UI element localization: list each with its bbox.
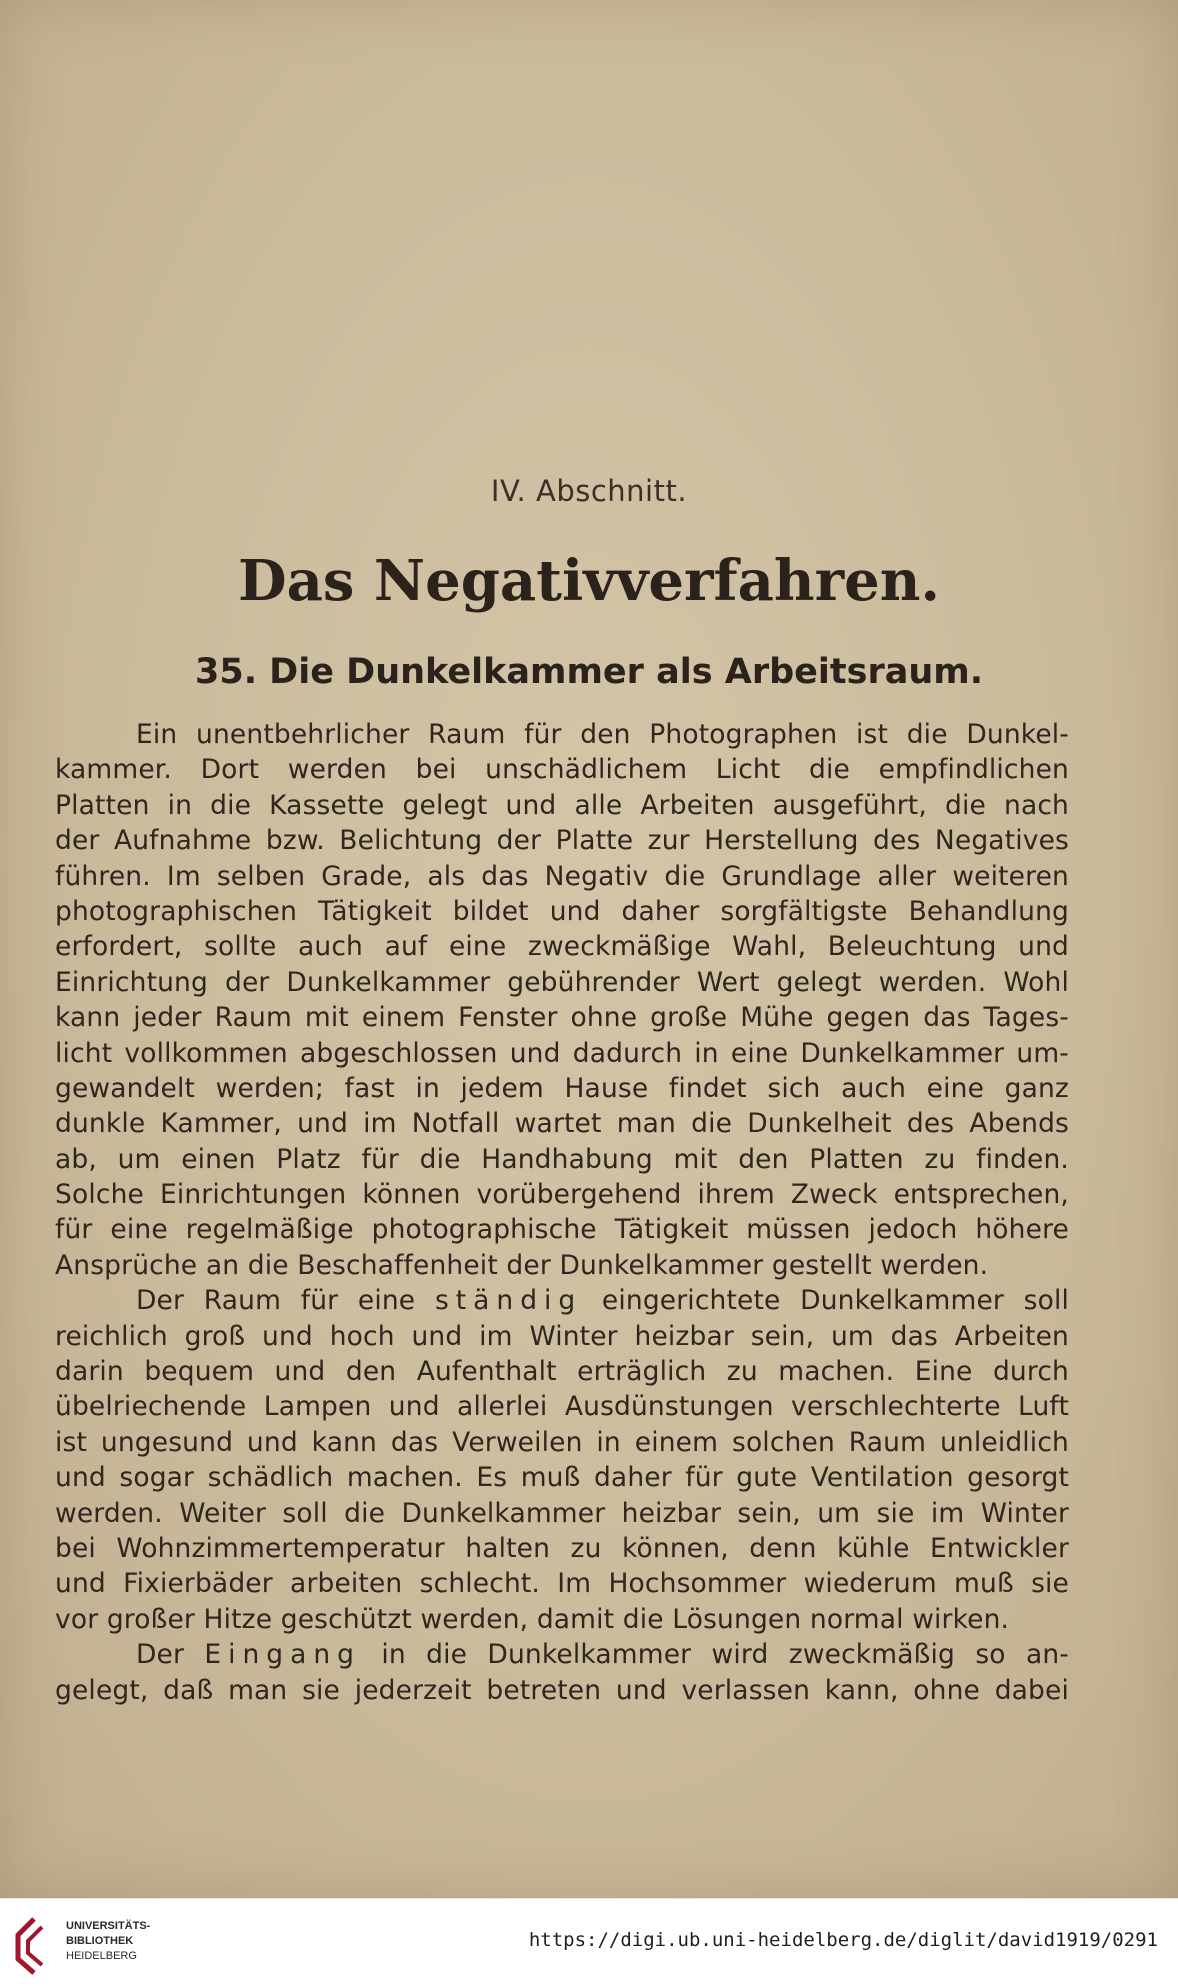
text-line: für eine regelmäßige photographische Tätigkeit müssen jedoch höhere	[55, 1214, 1069, 1246]
text-line	[55, 1283, 1069, 1318]
text-segment: Der	[136, 1639, 185, 1671]
body-text	[55, 717, 1069, 1708]
text-line: der Aufnahme bzw. Belichtung der Platte zur Herstellung des Negatives	[55, 825, 1069, 857]
text-line: ab, um einen Platz für die Handhabung mit den Platten zu finden.	[55, 1143, 1069, 1175]
text-line: photographischen Tätigkeit bildet und daher sorgfältigste Behandlung	[55, 895, 1069, 927]
text-line: übelriechende Lampen und allerlei Ausdünstungen verschlechterte Luft	[55, 1391, 1069, 1423]
source-url-link[interactable]: https://digi.ub.uni-heidelberg.de/diglit/david1919/0291	[528, 1929, 1158, 1951]
subsection-title: 35. Die Dunkelkammer als Arbeitsraum.	[194, 652, 984, 692]
library-logo-icon[interactable]	[12, 1915, 52, 1975]
text-line: reichlich groß und hoch und im Winter heizbar sein, um das Arbeiten	[55, 1320, 1069, 1352]
library-logo-text	[66, 1919, 150, 1964]
section-label: IV. Abschnitt.	[490, 474, 688, 508]
text-line: dunkle Kammer, und im Notfall wartet man die Dunkelheit des Abends	[55, 1108, 1069, 1140]
text-segment: eingerichtete Dunkelkammer soll	[601, 1285, 1070, 1317]
logo-line: UNIVERSITÄTS-	[66, 1920, 151, 1932]
paragraph-2	[55, 1283, 1069, 1637]
text-line: gewandelt werden; fast in jedem Hause findet sich auch eine ganz	[55, 1072, 1069, 1104]
text-line: Platten in die Kassette gelegt und alle Arbeiten ausgeführt, die nach	[55, 789, 1069, 821]
emphasized-word: ständig	[434, 1285, 583, 1317]
text-segment: in die Dunkelkammer wird zweckmäßig so an-	[381, 1639, 1070, 1671]
text-line: vor großer Hitze geschützt werden, damit die Lösungen normal wirken.	[55, 1603, 1010, 1635]
text-line: und Fixierbäder arbeiten schlecht. Im Hochsommer wiederum muß sie	[55, 1568, 1069, 1600]
chapter-title: Das Negativverfahren.	[238, 548, 940, 614]
text-line: führen. Im selben Grade, als das Negativ die Grundlage aller weiteren	[55, 860, 1069, 892]
text-line: ist ungesund und kann das Verweilen in einem solchen Raum unleidlich	[55, 1426, 1069, 1458]
footer-bar	[0, 1898, 1178, 1986]
library-logo-mark	[12, 1915, 52, 1975]
logo-line: HEIDELBERG	[66, 1950, 137, 1962]
emphasized-word: Eingang	[204, 1639, 361, 1671]
text-line: und sogar schädlich machen. Es muß daher für gute Ventilation gesorgt	[55, 1462, 1069, 1494]
text-line: darin bequem und den Aufenthalt erträglich zu machen. Eine durch	[55, 1356, 1069, 1388]
text-line: kammer. Dort werden bei unschädlichem Licht die empfindlichen	[55, 754, 1069, 786]
text-line: licht vollkommen abgeschlossen und dadurch in eine Dunkelkammer um-	[55, 1037, 1069, 1069]
text-line: werden. Weiter soll die Dunkelkammer heizbar sein, um sie im Winter	[55, 1497, 1069, 1529]
text-line: Ein unentbehrlicher Raum für den Photographen ist die Dunkel-	[136, 719, 1069, 750]
text-line: bei Wohnzimmertemperatur halten zu können, denn kühle Entwickler	[55, 1532, 1069, 1564]
paragraph-1	[55, 717, 1069, 1283]
paragraph-3	[55, 1637, 1069, 1708]
text-line	[55, 1637, 1069, 1672]
logo-line: BIBLIOTHEK	[66, 1935, 134, 1947]
text-line: gelegt, daß man sie jederzeit betreten und verlassen kann, ohne dabei	[55, 1674, 1069, 1706]
text-line: kann jeder Raum mit einem Fenster ohne große Mühe gegen das Tages-	[55, 1002, 1069, 1034]
text-line: Einrichtung der Dunkelkammer gebührender Wert gelegt werden. Wohl	[55, 966, 1069, 998]
text-line: erfordert, sollte auch auf eine zweckmäßige Wahl, Beleuchtung und	[55, 931, 1069, 963]
text-line: Ansprüche an die Beschaffenheit der Dunkelkammer gestellt werden.	[55, 1249, 989, 1281]
text-line: Solche Einrichtungen können vorübergehend ihrem Zweck entsprechen,	[55, 1179, 1069, 1211]
text-segment: Der Raum für eine	[136, 1285, 416, 1317]
